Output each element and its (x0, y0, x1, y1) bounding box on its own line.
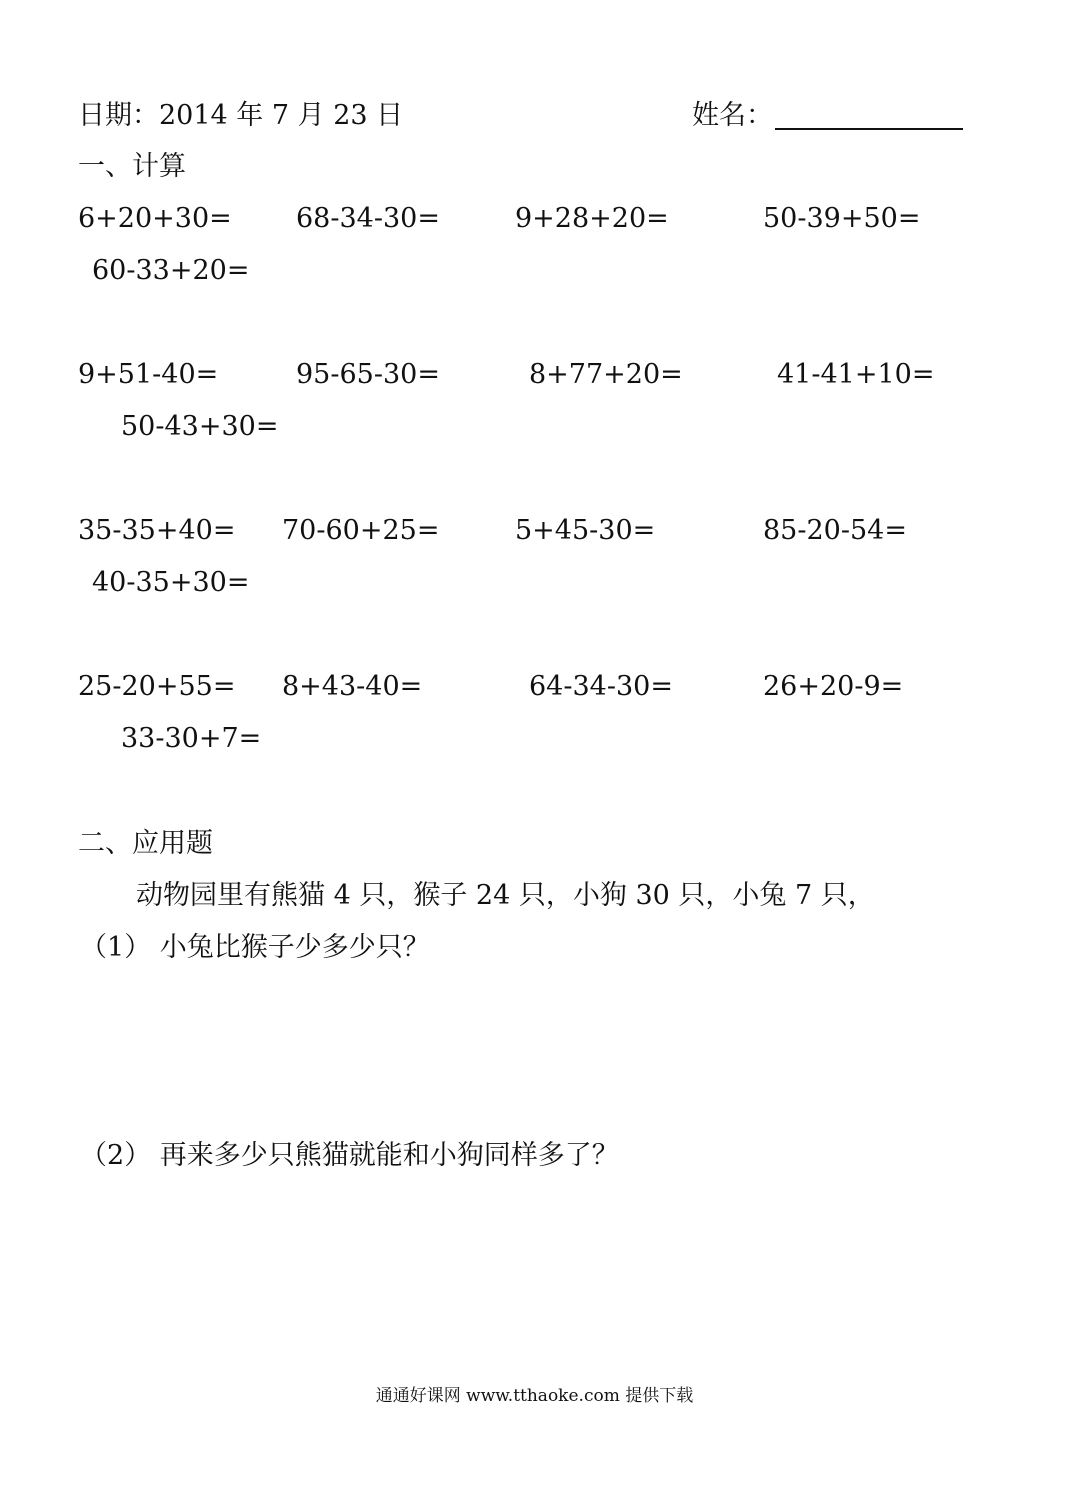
problem: 50-39+50= (763, 203, 921, 234)
problem: 40-35+30= (92, 567, 250, 598)
question-2: （2） 再来多少只熊猫就能和小狗同样多了？ (80, 1140, 619, 1171)
problem: 8+77+20= (529, 359, 683, 390)
problem: 26+20-9= (763, 671, 904, 702)
name-label: 姓名： (692, 100, 773, 131)
problem: 64-34-30= (529, 671, 673, 702)
problem: 33-30+7= (121, 723, 262, 754)
problem: 68-34-30= (296, 203, 440, 234)
problem: 85-20-54= (763, 515, 907, 546)
section-title-word-problems: 二、应用题 (78, 828, 213, 859)
problem: 6+20+30= (78, 203, 232, 234)
date-line: 日期：2014 年 7 月 23 日 (78, 100, 404, 131)
problem: 70-60+25= (282, 515, 440, 546)
problem: 41-41+10= (777, 359, 935, 390)
problem: 60-33+20= (92, 255, 250, 286)
problem: 50-43+30= (121, 411, 279, 442)
problem: 35-35+40= (78, 515, 236, 546)
question-1: （1） 小兔比猴子少多少只？ (80, 932, 430, 963)
problem: 5+45-30= (515, 515, 656, 546)
problem: 9+51-40= (78, 359, 219, 390)
name-blank-line[interactable] (775, 128, 963, 130)
problem: 8+43-40= (282, 671, 423, 702)
problem: 95-65-30= (296, 359, 440, 390)
footer-credit: 通通好课网 www.tthaoke.com 提供下载 (375, 1386, 694, 1406)
word-problem-intro: 动物园里有熊猫 4 只，猴子 24 只，小狗 30 只，小兔 7 只， (136, 880, 875, 911)
problem: 9+28+20= (515, 203, 669, 234)
section-title-calculation: 一、计算 (78, 151, 186, 182)
problem: 25-20+55= (78, 671, 236, 702)
